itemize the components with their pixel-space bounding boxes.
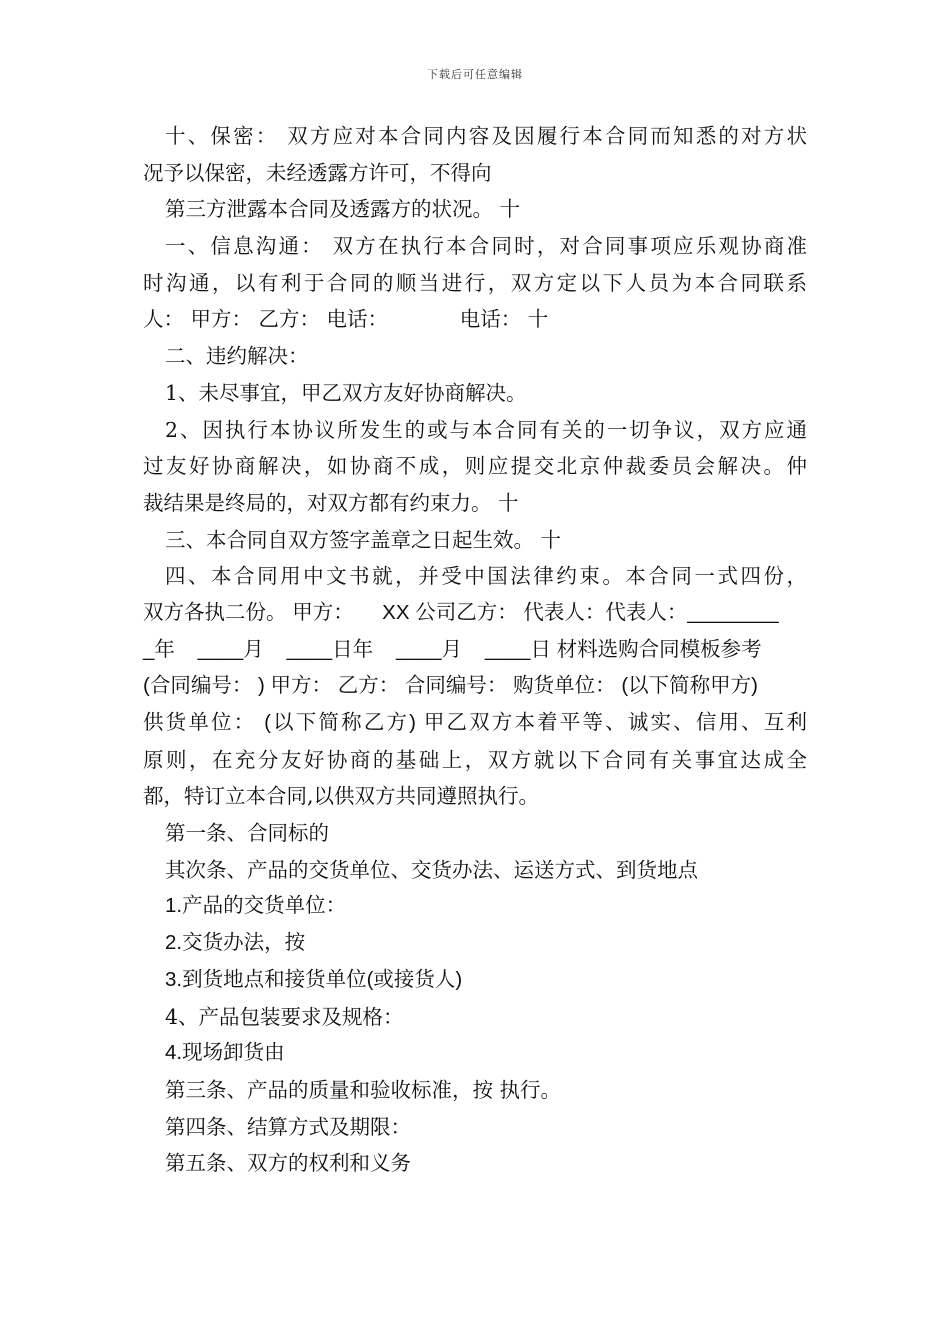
paragraph-line: 四、本合同用中文书就，并受中国法律约束。本合同一式四份， [165, 564, 807, 589]
paragraph-line: 第三条、产品的质量和验收标准，按 执行。 [165, 1077, 562, 1102]
paragraph-line: 十、保密： 双方应对本合同内容及因履行本合同而知悉的对方状 [165, 124, 807, 148]
paragraph-line: 第五条、双方的权利和义务 [165, 1151, 411, 1176]
paragraph-line: 第三方泄露本合同及透露方的状况。 十 [165, 197, 521, 222]
paragraph-line: _年 ____月 ____日年 ____月 ____日 材料选购合同模板参考 [143, 637, 762, 661]
paragraph-line: 3.到货地点和接货单位(或接货人) [165, 967, 463, 991]
paragraph-line: (合同编号： ) 甲方： 乙方： 合同编号： 购货单位： (以下简称甲方) [143, 674, 758, 698]
paragraph-line: 况予以保密，未经透露方许可，不得向 [143, 160, 492, 185]
paragraph-line: 第一条、合同标的 [165, 821, 329, 846]
paragraph-line: 双方各执二份。 甲方： XX 公司乙方： 代表人：代表人：________ [143, 600, 779, 624]
paragraph-line: 供货单位： (以下简称乙方) 甲乙双方本着平等、诚实、信用、互利 [143, 711, 807, 734]
paragraph-line: 第四条、结算方式及期限： [165, 1114, 411, 1139]
paragraph-line: 二、违约解决： [165, 344, 309, 369]
paragraph-line: 三、本合同自双方签字盖章之日起生效。 十 [165, 527, 562, 552]
page-header: 下载后可任意编辑 [427, 68, 523, 81]
paragraph-line: 1、未尽事宜，甲乙双方友好协商解决。 [165, 380, 527, 405]
paragraph-line: 2、因执行本协议所发生的或与本合同有关的一切争议，双方应通 [165, 417, 807, 442]
paragraph-line: 4、产品包装要求及规格： [165, 1004, 404, 1029]
paragraph-line: 原则，在充分友好协商的基础上，双方就以下合同有关事宜达成全 [143, 747, 807, 772]
paragraph-line: 人： 甲方： 乙方： 电话： 电话： 十 [143, 307, 549, 332]
paragraph-line: 时沟通，以有利于合同的顺当进行，双方定以下人员为本合同联系 [143, 270, 807, 295]
contract-body [143, 118, 807, 1182]
paragraph-line: 其次条、产品的交货单位、交货办法、运送方式、到货地点 [165, 857, 698, 882]
paragraph-line: 一、信息沟通： 双方在执行本合同时，对合同事项应乐观协商准 [165, 234, 807, 259]
paragraph-line: 都，特订立本合同,以供双方共同遵照执行。 [143, 784, 540, 809]
paragraph-line: 过友好协商解决，如协商不成，则应提交北京仲裁委员会解决。仲 [143, 454, 807, 479]
paragraph-line: 裁结果是终局的，对双方都有约束力。 十 [143, 490, 519, 515]
paragraph-line: 1.产品的交货单位： [165, 894, 347, 918]
paragraph-line: 4.现场卸货由 [165, 1041, 285, 1065]
paragraph-line: 2.交货办法，按 [165, 931, 306, 955]
